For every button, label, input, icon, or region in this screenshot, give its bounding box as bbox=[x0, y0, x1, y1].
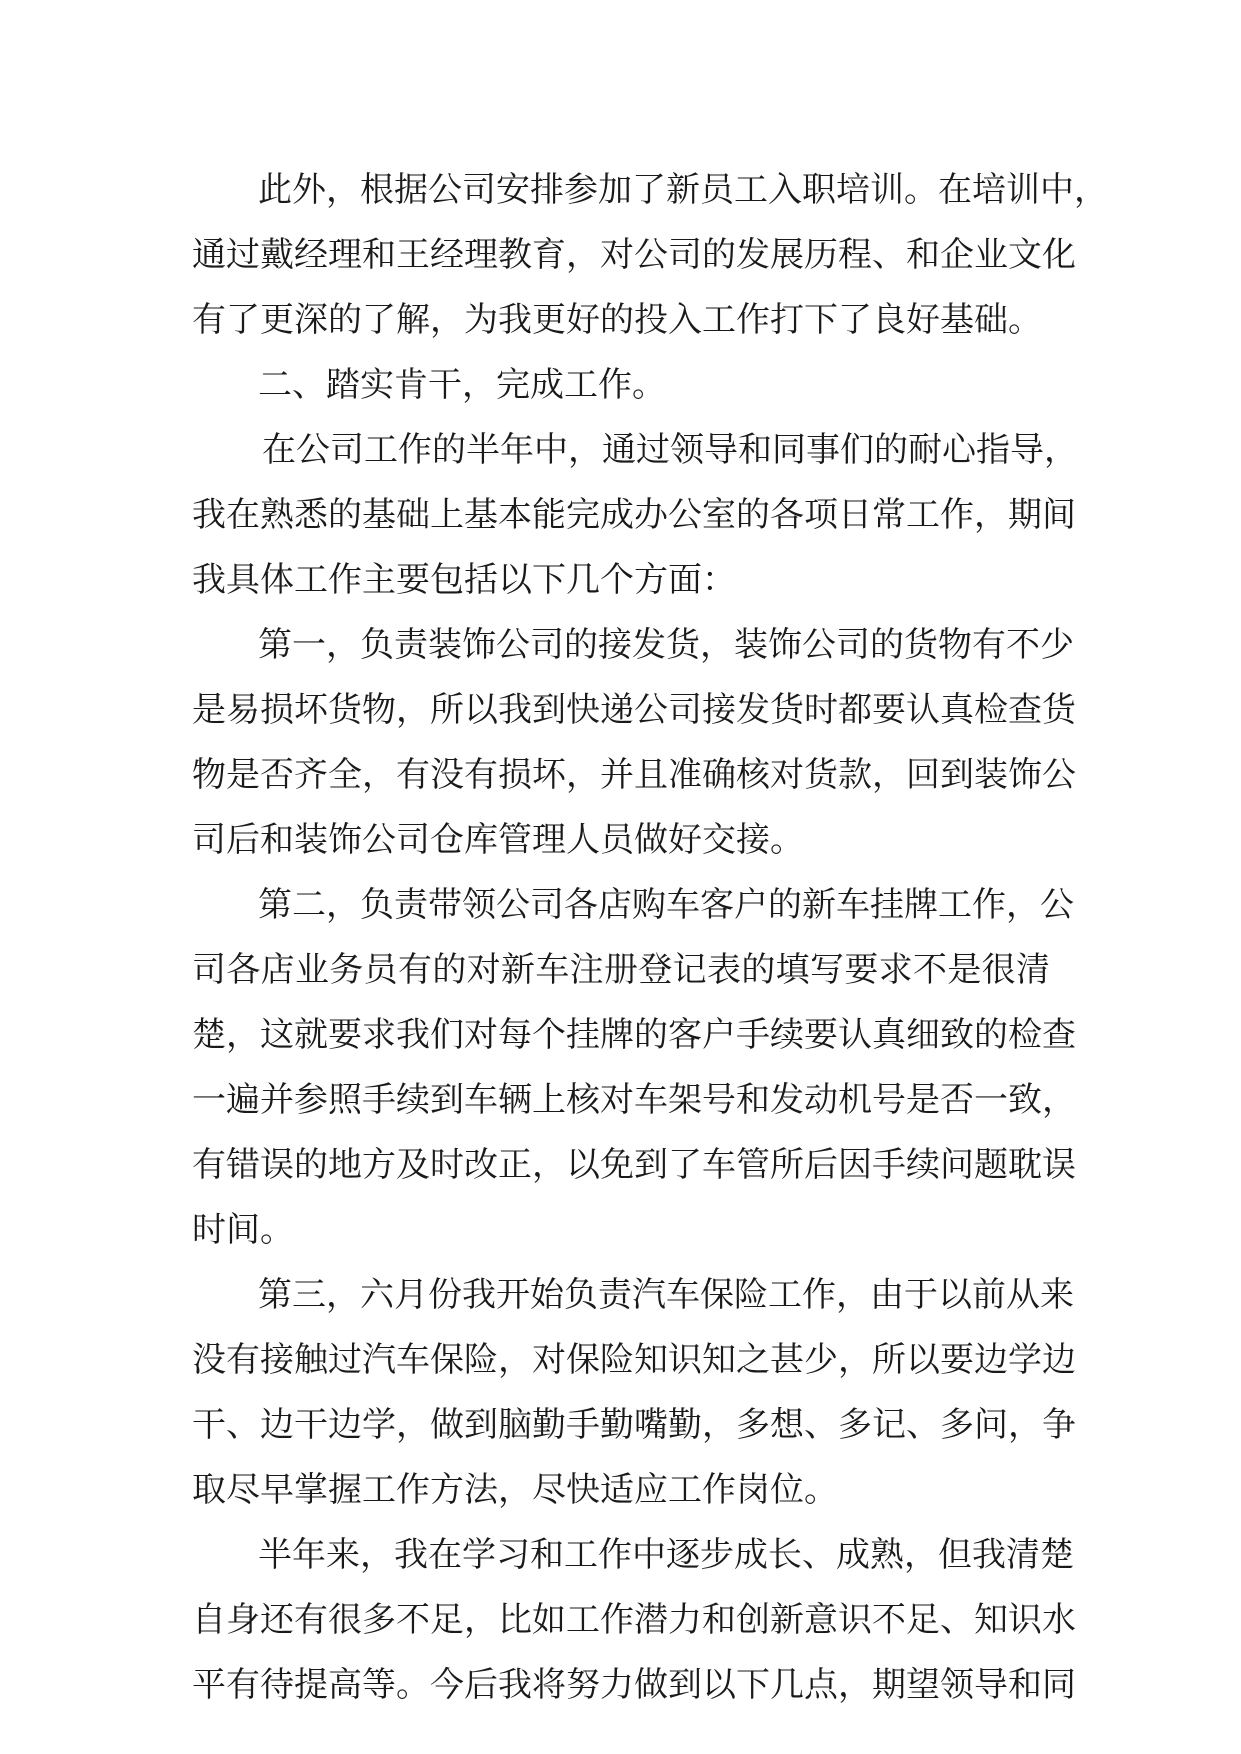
text-line: 取尽早掌握工作方法，尽快适应工作岗位。 bbox=[192, 1470, 838, 1510]
paragraph-summary bbox=[192, 1523, 1076, 1718]
text-line: 有了更深的了解，为我更好的投入工作打下了良好基础。 bbox=[192, 300, 1042, 340]
paragraph-second bbox=[192, 873, 1076, 1263]
text-line: 平有待提高等。今后我将努力做到以下几点，期望领导和同 bbox=[192, 1665, 1076, 1705]
text-line: 此外，根据公司安排参加了新员工入职培训。在培训中， bbox=[258, 170, 1108, 210]
text-line: 在公司工作的半年中，通过领导和同事们的耐心指导， bbox=[262, 430, 1078, 470]
text-line: 司各店业务员有的对新车注册登记表的填写要求不是很清 bbox=[192, 950, 1050, 990]
text-line: 我具体工作主要包括以下几个方面： bbox=[192, 560, 736, 600]
text-line: 第二，负责带领公司各店购车客户的新车挂牌工作，公 bbox=[258, 885, 1074, 925]
text-line: 自身还有很多不足，比如工作潜力和创新意识不足、知识水 bbox=[192, 1600, 1076, 1640]
paragraph-first bbox=[192, 613, 1076, 873]
text-line: 有错误的地方及时改正，以免到了车管所后因手续问题耽误 bbox=[192, 1145, 1076, 1185]
paragraph-half-year bbox=[192, 418, 1078, 613]
section-heading bbox=[192, 353, 1050, 418]
text-line: 物是否齐全，有没有损坏，并且准确核对货款，回到装饰公 bbox=[192, 755, 1076, 795]
text-line: 干、边干边学，做到脑勤手勤嘴勤，多想、多记、多问，争 bbox=[192, 1405, 1076, 1445]
text-line: 我在熟悉的基础上基本能完成办公室的各项日常工作，期间 bbox=[192, 495, 1076, 535]
paragraph-third bbox=[192, 1263, 1076, 1523]
text-line: 没有接触过汽车保险，对保险知识知之甚少，所以要边学边 bbox=[192, 1340, 1076, 1380]
text-line: 通过戴经理和王经理教育，对公司的发展历程、和企业文化 bbox=[192, 235, 1076, 275]
heading-line: 二、踏实肯干，完成工作。 bbox=[258, 365, 666, 405]
text-line: 第一，负责装饰公司的接发货，装饰公司的货物有不少 bbox=[258, 625, 1074, 665]
text-line: 楚，这就要求我们对每个挂牌的客户手续要认真细致的检查 bbox=[192, 1015, 1076, 1055]
document-body bbox=[192, 158, 1108, 1718]
text-line: 第三，六月份我开始负责汽车保险工作，由于以前从来 bbox=[258, 1275, 1074, 1315]
text-line: 司后和装饰公司仓库管理人员做好交接。 bbox=[192, 820, 804, 860]
text-line: 时间。 bbox=[192, 1210, 294, 1250]
text-line: 半年来，我在学习和工作中逐步成长、成熟，但我清楚 bbox=[258, 1535, 1074, 1575]
text-line: 一遍并参照手续到车辆上核对车架号和发动机号是否一致， bbox=[192, 1080, 1076, 1120]
text-line: 是易损坏货物，所以我到快递公司接发货时都要认真检查货 bbox=[192, 690, 1076, 730]
paragraph-training bbox=[192, 158, 1108, 353]
